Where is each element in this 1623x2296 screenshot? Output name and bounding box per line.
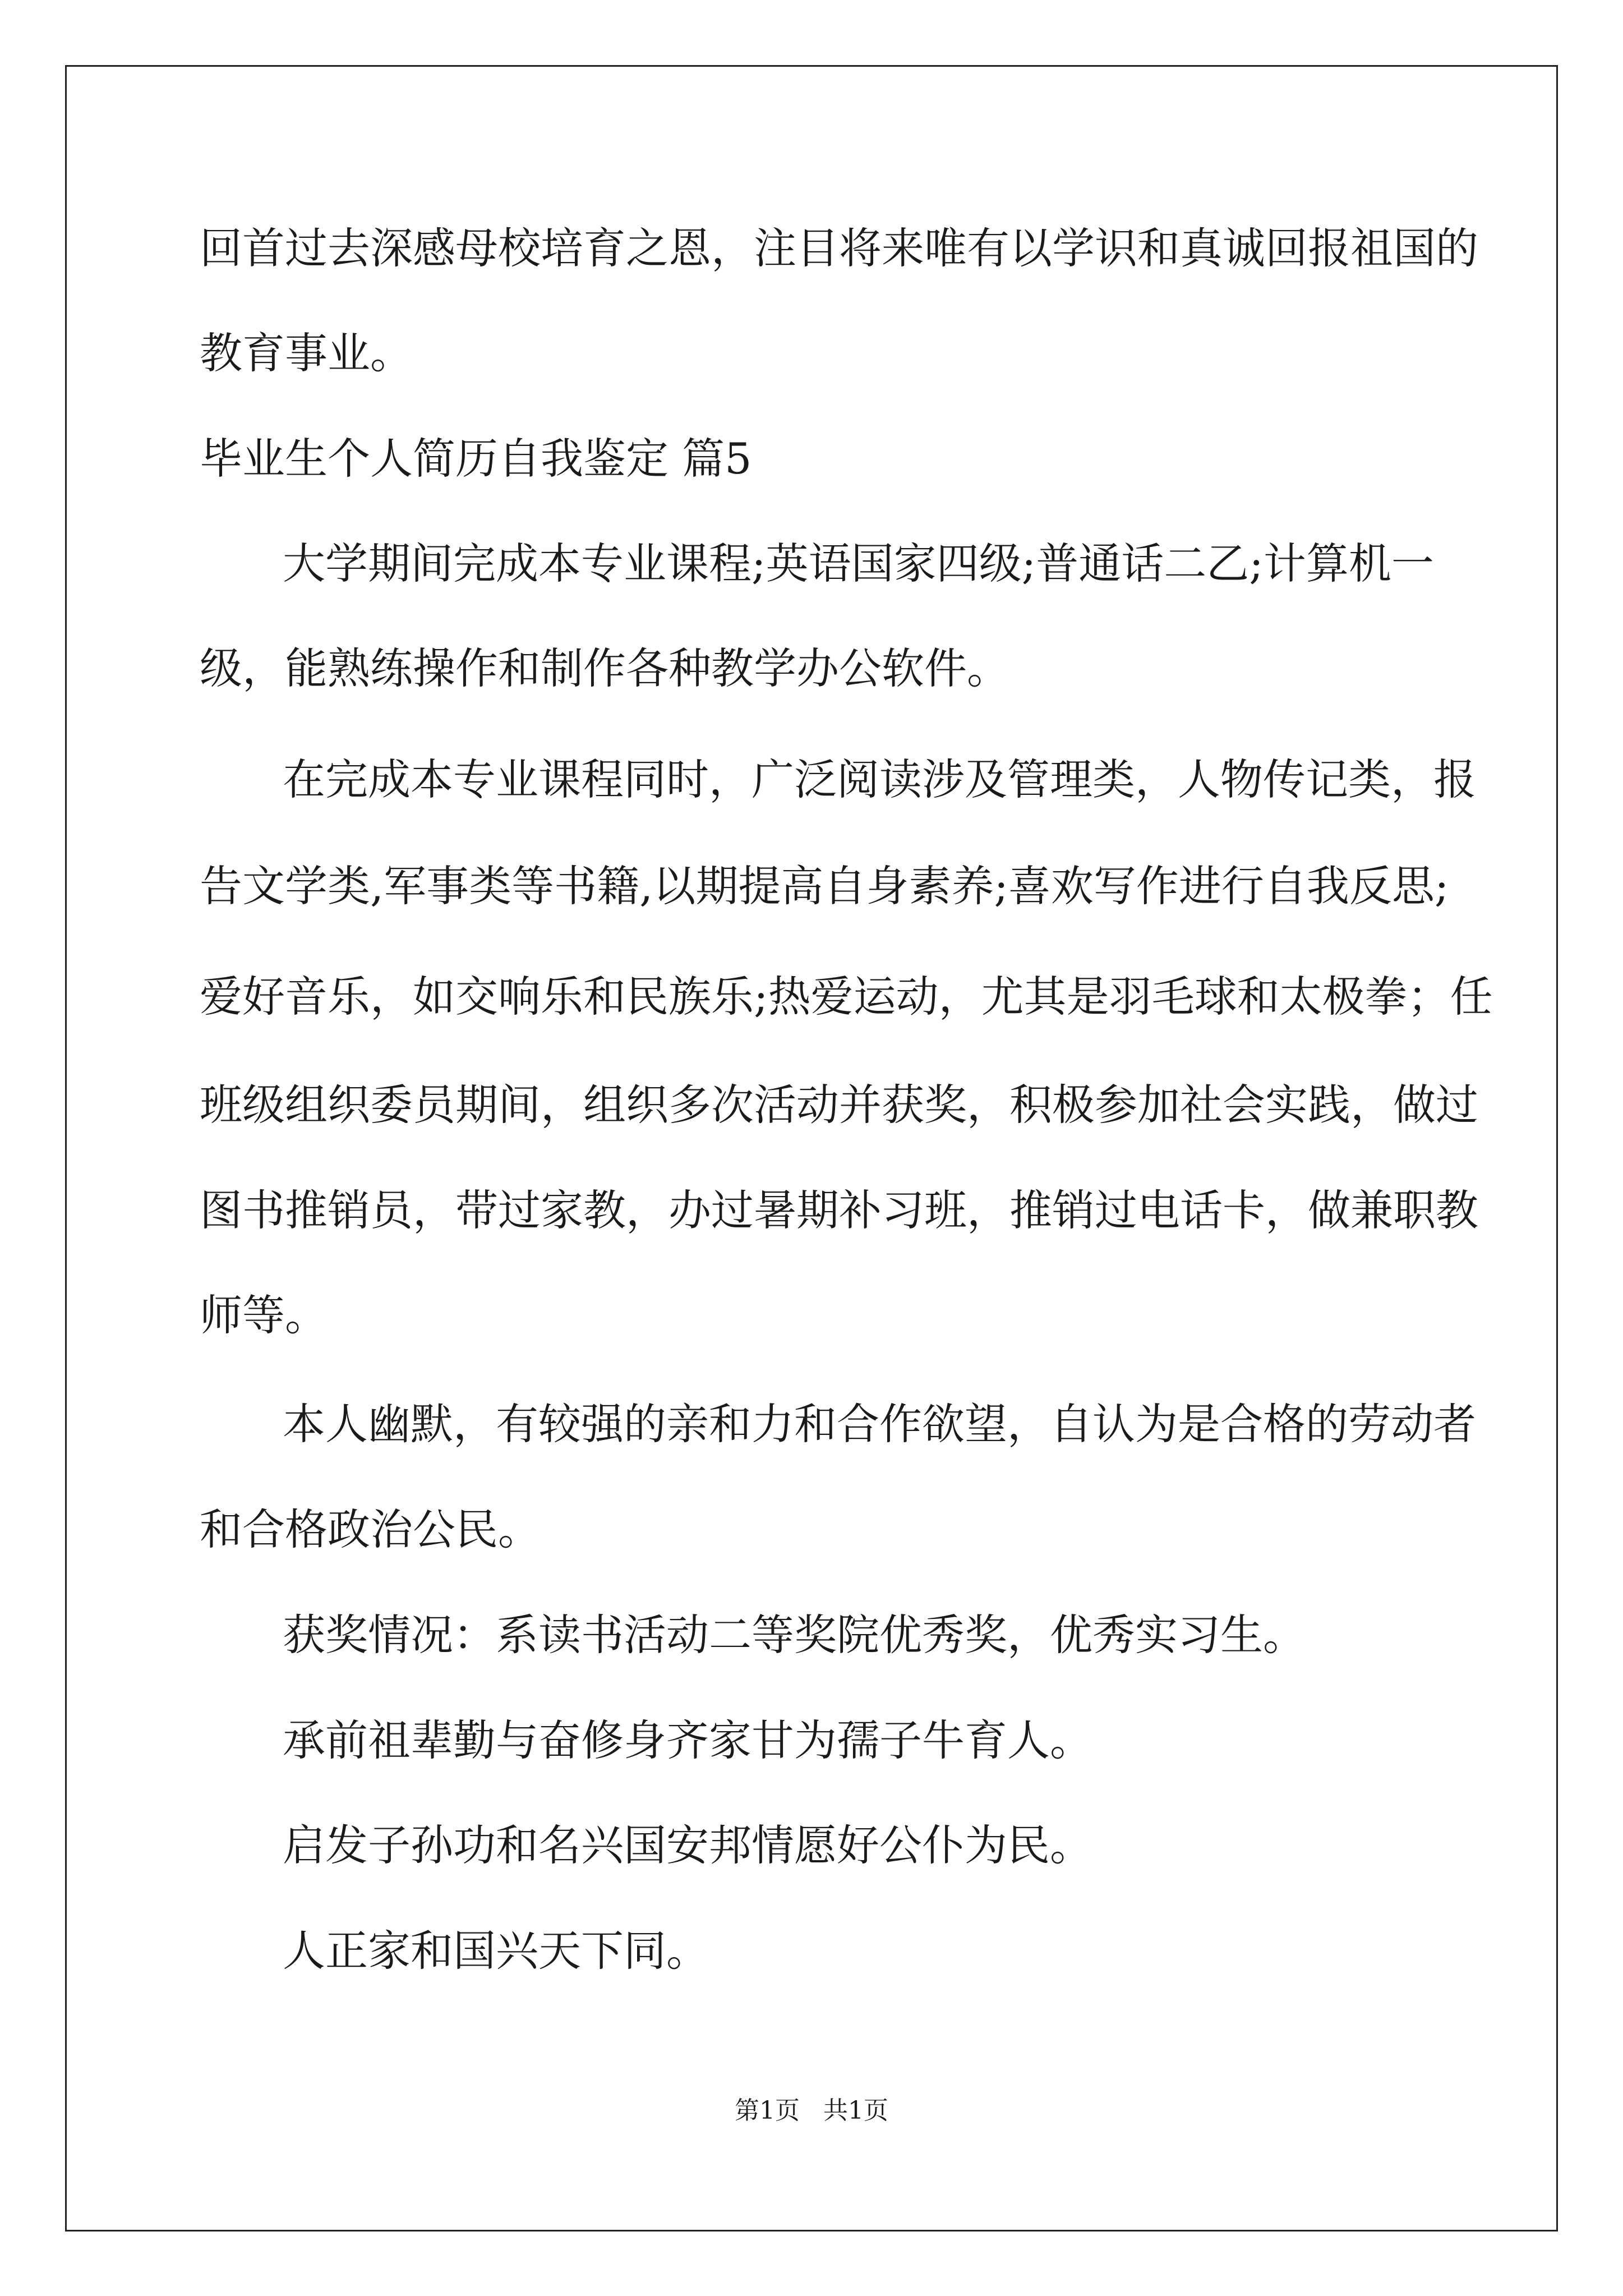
text-line: 班级组织委员期间，组织多次活动并获奖，积极参加社会实践，做过 xyxy=(200,1080,1478,1130)
text-line: 在完成本专业课程同时，广泛阅读涉及管理类，人物传记类，报 xyxy=(283,754,1476,804)
page-footer: 第1页 共1页 xyxy=(735,2096,888,2125)
text-line: 图书推销员，带过家教，办过暑期补习班，推销过电话卡，做兼职教 xyxy=(200,1185,1478,1235)
text-line: 本人幽默，有较强的亲和力和合作欲望，自认为是合格的劳动者 xyxy=(283,1399,1476,1449)
text-line: 启发子孙功和名兴国安邦情愿好公仆为民。 xyxy=(283,1820,1092,1870)
text-line: 回首过去深感母校培育之恩，注目将来唯有以学识和真诚回报祖国的 xyxy=(200,223,1478,273)
text-line: 告文学类,军事类等书籍,以期提高自身素养;喜欢写作进行自我反思; xyxy=(200,861,1449,911)
section-heading: 毕业生个人简历自我鉴定 篇5 xyxy=(200,434,752,484)
text-line: 师等。 xyxy=(200,1290,328,1340)
text-line: 和合格政治公民。 xyxy=(200,1504,541,1554)
text-line: 级，能熟练操作和制作各种教学办公软件。 xyxy=(200,643,1009,693)
text-line: 人正家和国兴天下同。 xyxy=(283,1926,709,1976)
text-line: 爱好音乐，如交响乐和民族乐;热爱运动，尤其是羽毛球和太极拳；任 xyxy=(200,972,1493,1022)
text-line: 教育事业。 xyxy=(200,328,413,378)
text-line: 大学期间完成本专业课程;英语国家四级;普通话二乙;计算机一 xyxy=(283,539,1434,588)
text-line: 获奖情况：系读书活动二等奖院优秀奖，优秀实习生。 xyxy=(283,1610,1306,1660)
page-border xyxy=(65,65,1558,2231)
text-line: 承前祖辈勤与奋修身齐家甘为孺子牛育人。 xyxy=(283,1715,1092,1765)
